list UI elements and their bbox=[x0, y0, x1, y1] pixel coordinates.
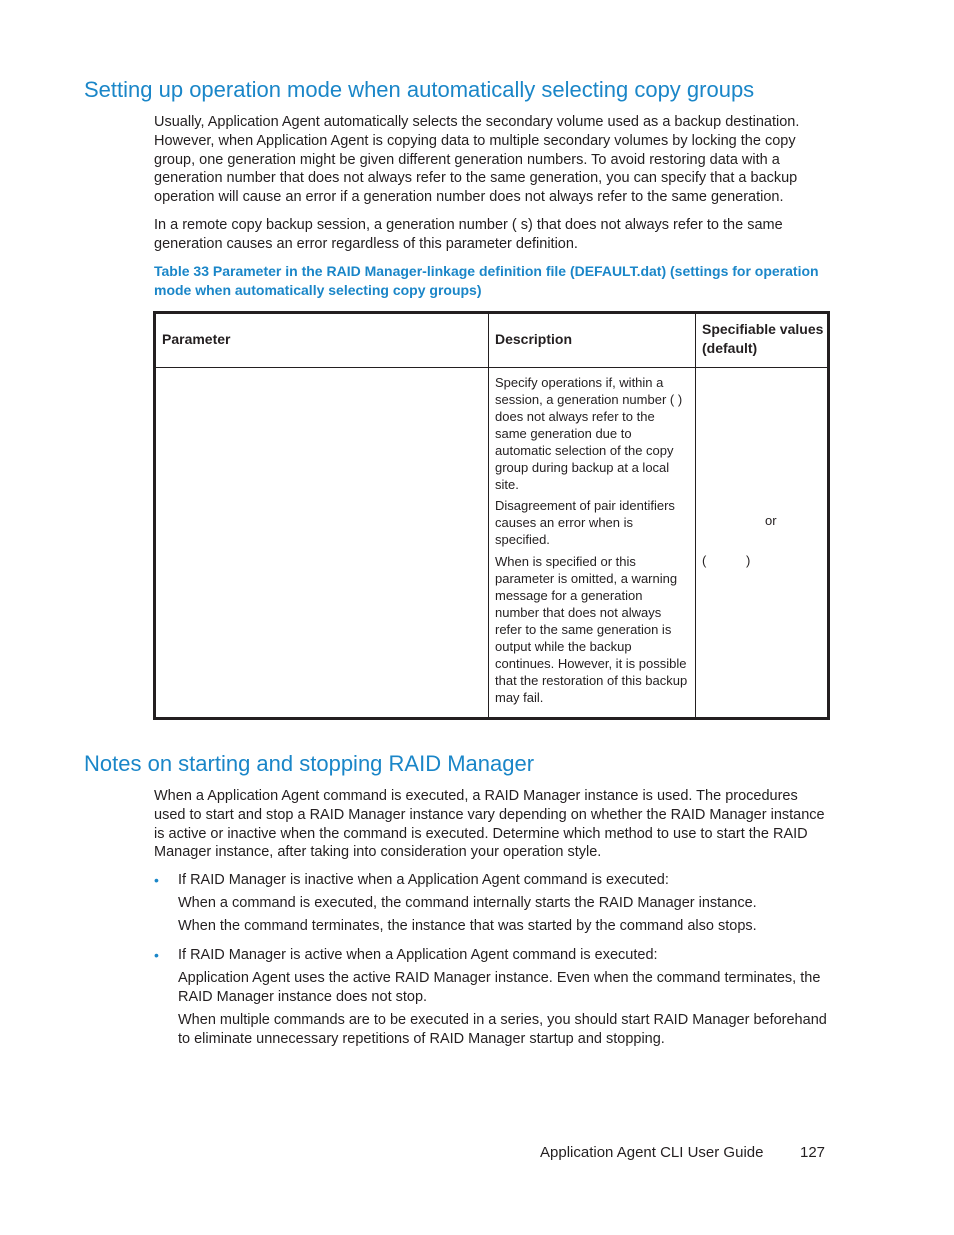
column-divider bbox=[488, 314, 489, 717]
footer-title: Application Agent CLI User Guide bbox=[540, 1144, 764, 1161]
description-text: Specify operations if, within a session, a generation number ( ) does not always refer to the same generation due to automatic selection of the copy group during backup at a local site. bbox=[495, 375, 683, 492]
raid-manager-paragraph: When a Application Agent command is executed, a RAID Manager instance is used. The procedures used to start and stop a RAID Manager instance vary depending on whether the RAID Manager instance is active or inactive when the command is executed. Determine which method to use to start the RAID Manager instance, after taking into consideration your operation style. bbox=[154, 788, 825, 861]
parameter-table bbox=[153, 311, 830, 720]
section-heading-copy-groups: Setting up operation mode when automatically selecting copy groups bbox=[84, 77, 755, 102]
value-or: or bbox=[765, 513, 777, 528]
remote-copy-paragraph: In a remote copy backup session, a generation number ( s) that does not always refer to the same generation causes an error regardless of this parameter definition. bbox=[154, 217, 783, 252]
bullet-marker: • bbox=[154, 872, 159, 888]
column-divider bbox=[695, 314, 696, 717]
bullet-lead: If RAID Manager is active when a Application Agent command is executed: bbox=[178, 947, 658, 963]
description-text: When is specified or this parameter is omitted, a warning message for a generation number that does not always refer to the same generation is output while the backup continues. However, it is possible that the restoration of this backup may fail. bbox=[495, 554, 688, 705]
bullet-detail: Application Agent uses the active RAID Manager instance. Even when the command terminates, the RAID Manager instance does not stop. bbox=[178, 970, 821, 1005]
section-heading-raid-manager: Notes on starting and stopping RAID Manager bbox=[84, 751, 535, 776]
bullet-detail: When the command terminates, the instance that was started by the command also stops. bbox=[178, 918, 757, 934]
bullet-detail: When a command is executed, the command internally starts the RAID Manager instance. bbox=[178, 895, 757, 911]
header-parameter: Parameter bbox=[162, 331, 231, 347]
header-description: Description bbox=[495, 331, 573, 347]
header-specifiable-values: Specifiable values (default) bbox=[702, 321, 824, 356]
table-caption: Table 33 Parameter in the RAID Manager-linkage definition file (DEFAULT.dat) (settings for operation mode when automatically selecting copy groups) bbox=[154, 263, 819, 298]
bullet-marker: • bbox=[154, 947, 159, 963]
value-default: ( ) bbox=[702, 553, 751, 568]
bullet-lead: If RAID Manager is inactive when a Application Agent command is executed: bbox=[178, 872, 669, 888]
bullet-detail: When multiple commands are to be executed in a series, you should start RAID Manager beforehand to eliminate unnecessary repetitions of RAID Manager startup and stopping. bbox=[178, 1012, 827, 1047]
description-text: Disagreement of pair identifiers causes an error when is specified. bbox=[495, 498, 675, 547]
intro-paragraph: Usually, Application Agent automatically selects the secondary volume used as a backup destination. However, when Application Agent is copying data to multiple secondary volumes by locking the copy group, one generation might be given different generation numbers. To avoid restoring data with a generation number that does not always refer to the same generation, you can specify that a backup operation will cause an error if a generation number does not always refer to the same generation. bbox=[154, 114, 800, 206]
page-number: 127 bbox=[800, 1144, 826, 1161]
header-divider bbox=[156, 367, 827, 368]
